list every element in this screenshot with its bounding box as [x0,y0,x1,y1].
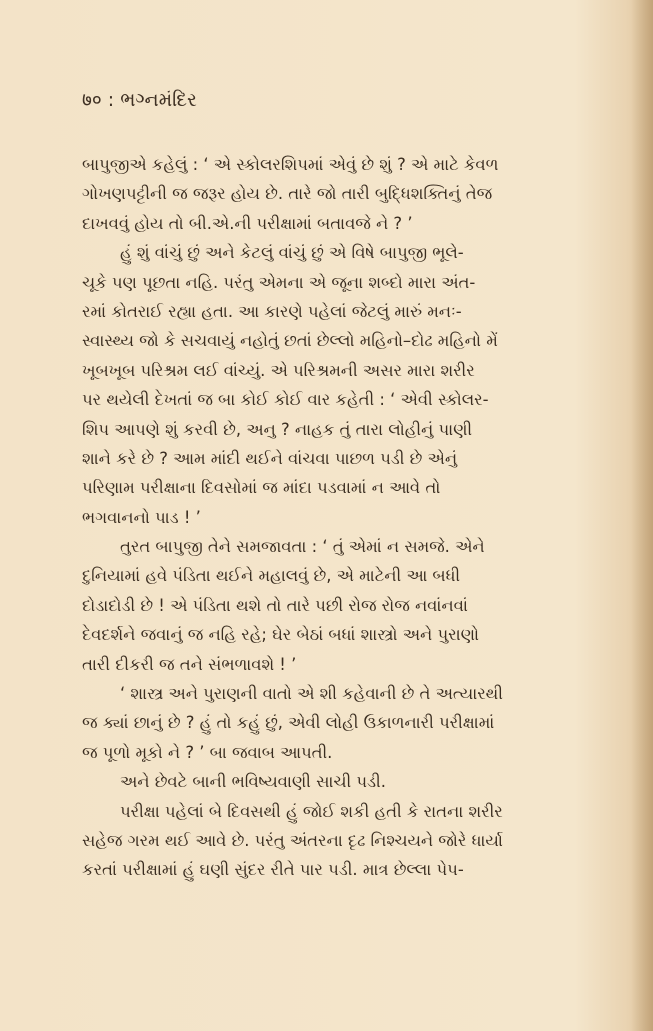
text-line: સહેજ ગરમ થઈ આવે છે. પરંતુ અંતરના દૃઢ નિશ્ચયને જોરે ધાર્યા [82,830,503,850]
text-line: ‘ શાસ્ત્ર અને પુરાણની વાતો એ શી કહેવાની છે તે અત્યારથી [120,684,503,704]
text-line: દાખવવું હોય તો બી.એ.ની પરીક્ષામાં બતાવજે ને ? ’ [82,213,413,233]
body-text [82,150,617,885]
text-line: ચૂકે પણ પૂછતા નહિ. પરંતુ એમના એ જૂના શબ્દો મારા અંત- [82,272,476,292]
text-line: તારી દીકરી જ તને સંભળાવશે ! ’ [82,654,297,674]
text-line: દેવદર્શને જવાનું જ નહિ રહે; ઘેર બેઠાં બધાં શાસ્ત્રો અને પુરાણો [82,625,479,645]
text-line: સ્વાસ્થ્ય જો કે સચવાયું નહોતું છતાં છેલ્લો મહિનો–દોઢ મહિનો મેં [82,331,498,351]
text-line: ખૂબખૂબ પરિશ્રમ લઈ વાંચ્યું. એ પરિશ્રમની અસર મારા શરીર [82,360,475,380]
page-spine-shadow [631,0,653,1031]
text-line: પરિણામ પરીક્ષાના દિવસોમાં જ માંદા પડવામાં ન આવે તો [82,478,441,498]
text-line: ભગવાનનો પાડ ! ’ [82,507,201,527]
text-line: જ પૂળો મૂકો ને ? ’ બા જવાબ આપતી. [82,742,333,762]
text-line: દોડાદોડી છે ! એ પંડિતા થશે તો તારે પછી રોજ રોજ નવાંનવાં [82,595,468,615]
text-line: શાને કરે છે ? આમ માંદી થઈને વાંચવા પાછળ પડી છે એનું [82,448,458,468]
text-line: રમાં કોતરાઈ રહ્યા હતા. આ કારણે પહેલાં જેટલું મારું મનઃ- [82,301,462,321]
text-line: ગોખણપટ્ટીની જ જરૂર હોય છે. તારે જો તારી બુદ્ધિશક્તિનું તેજ [82,184,493,204]
text-line: અને છેવટે બાની ભવિષ્યવાણી સાચી પડી. [120,772,386,792]
text-line: કરતાં પરીક્ષામાં હું ઘણી સુંદર રીતે પાર પડી. માત્ર છેલ્લા પેપ- [82,860,464,880]
text-line: હું શું વાંચું છું અને કેટલું વાંચું છું એ વિષે બાપુજી ભૂલે- [120,243,464,263]
text-line: તુરત બાપુજી તેને સમજાવતા : ‘ તું એમાં ન સમજે. એને [120,537,485,557]
text-line: જ ક્યાં છાનું છે ? હું તો કહું છું, એવી લોહી ઉકાળનારી પરીક્ષામાં [82,713,495,733]
text-line: બાપુજીએ કહેલું : ‘ એ સ્કોલરશિપમાં એવું છે શું ? એ માટે કેવળ [82,155,499,174]
text-line: પર થયેલી દેખતાં જ બા કોઈ કોઈ વાર કહેતી : ‘ એવી સ્કોલર- [82,390,489,410]
running-head: ७० : ભગ્નમંદિર [82,89,197,111]
text-line: દુનિયામાં હવે પંડિતા થઈને મહાલવું છે, એ માટેની આ બધી [82,566,461,586]
text-line: શિપ આપણે શું કરવી છે, અનુ ? નાહક તું તારા લોહીનું પાણી [82,419,473,439]
text-line: પરીક્ષા પહેલાં બે દિવસથી હું જોઈ શકી હતી કે રાતના શરીર [120,801,503,821]
